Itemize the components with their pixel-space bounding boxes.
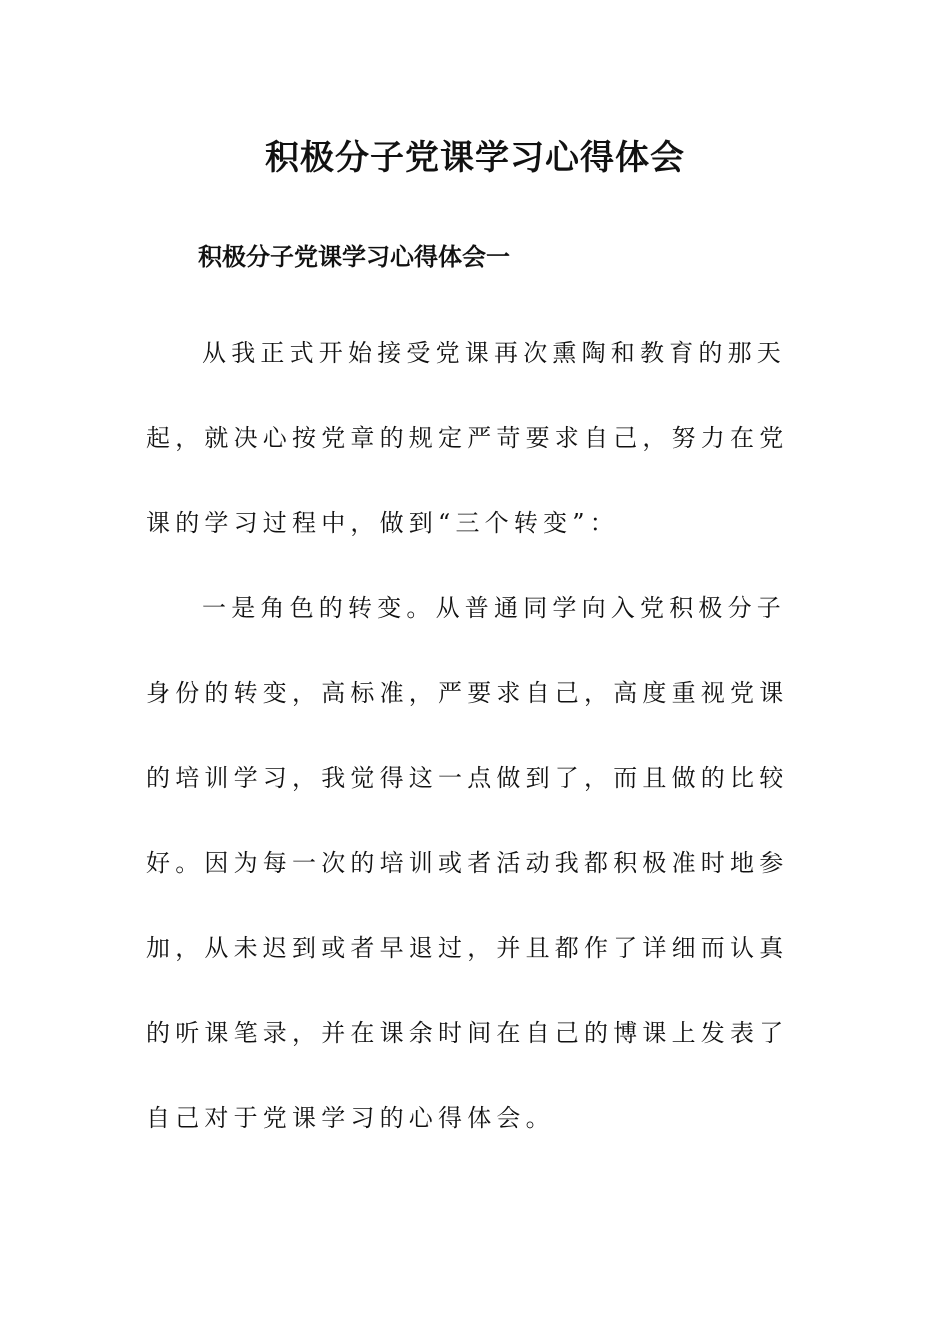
- document-title: 积极分子党课学习心得体会: [265, 138, 685, 178]
- body-paragraph-2: 一是角色的转变。从普通同学向入党积极分子身份的转变，高标准，严要求自己，高度重视党课的培训学习，我觉得这一点做到了，而且做的比较好。因为每一次的培训或者活动我都积极准时地参加，从未迟到或者早退过，并且都作了详细而认真的听课笔录，并在课余时间在自己的博课上发表了自己对于党课学习的心得体会。: [146, 594, 789, 1132]
- body-paragraph-1: 从我正式开始接受党课再次熏陶和教育的那天起，就决心按党章的规定严苛要求自己，努力在党课的学习过程中，做到“三个转变”：: [146, 339, 789, 537]
- section-heading: 积极分子党课学习心得体会一: [198, 242, 510, 271]
